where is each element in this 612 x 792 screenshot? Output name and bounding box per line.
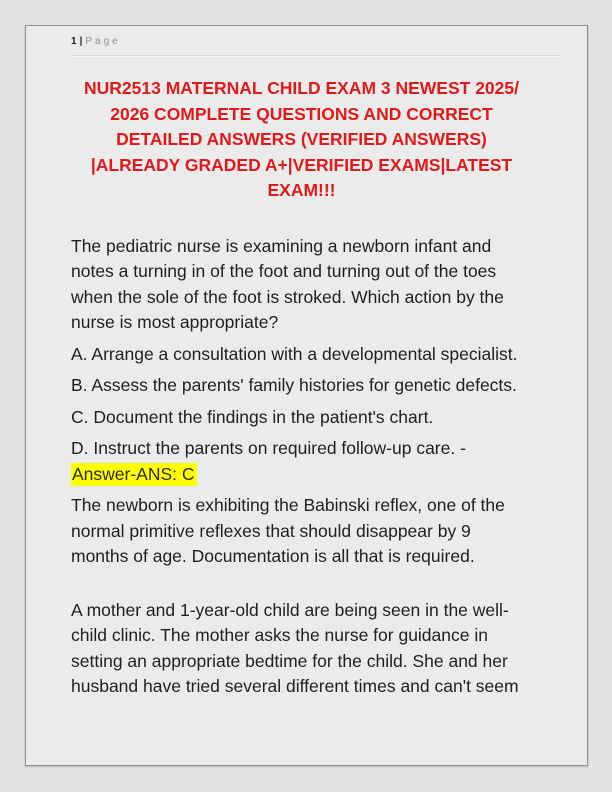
question2-stem: A mother and 1-year-old child are being seen in the well-child clinic. The mother asks the nurse for guidance in setting an appropriate bedtime for the child. She and her husband have tried several different times and can't seem: [71, 599, 519, 696]
page-content: [26, 26, 587, 700]
question1-option-a: A. Arrange a consultation with a developmental specialist.: [71, 343, 518, 364]
title-line-2: 2026 COMPLETE QUESTIONS AND CORRECT: [110, 103, 493, 124]
page-header: [71, 36, 560, 56]
title-line-1: NUR2513 MATERNAL CHILD EXAM 3 NEWEST 2025/: [84, 78, 519, 98]
question1-stem: The pediatric nurse is examining a newborn infant and notes a turning in of the foot and turning out of the toes when the sole of the foot is stroked. Which action by the nurse is most appropriate?: [71, 235, 504, 332]
document-page: [25, 25, 588, 766]
title-line-3: DETAILED ANSWERS (VERIFIED ANSWERS): [116, 129, 487, 149]
title-line-4: |ALREADY GRADED A+|VERIFIED EXAMS|LATEST: [90, 154, 513, 175]
header-separator: |: [79, 36, 83, 47]
page-number: 1: [71, 36, 77, 47]
option-d-text: D. Instruct the parents on required follow-up care. -: [71, 438, 466, 458]
question1-option-d: [71, 436, 532, 487]
question1-option-b: B. Assess the parents' family histories for genetic defects.: [71, 375, 517, 395]
page-word: Page: [85, 36, 121, 47]
title-line-5: EXAM!!!: [267, 180, 336, 200]
question1-rationale: The newborn is exhibiting the Babinski reflex, one of the normal primitive reflexes that should disappear by 9 months of age. Documentation is all that is required.: [71, 495, 505, 566]
question1-option-c: C. Document the findings in the patient's chart.: [71, 406, 434, 427]
paragraph-spacer: [71, 576, 532, 598]
answer-highlight: Answer-ANS: C: [72, 463, 195, 484]
exam-title: [71, 76, 532, 204]
